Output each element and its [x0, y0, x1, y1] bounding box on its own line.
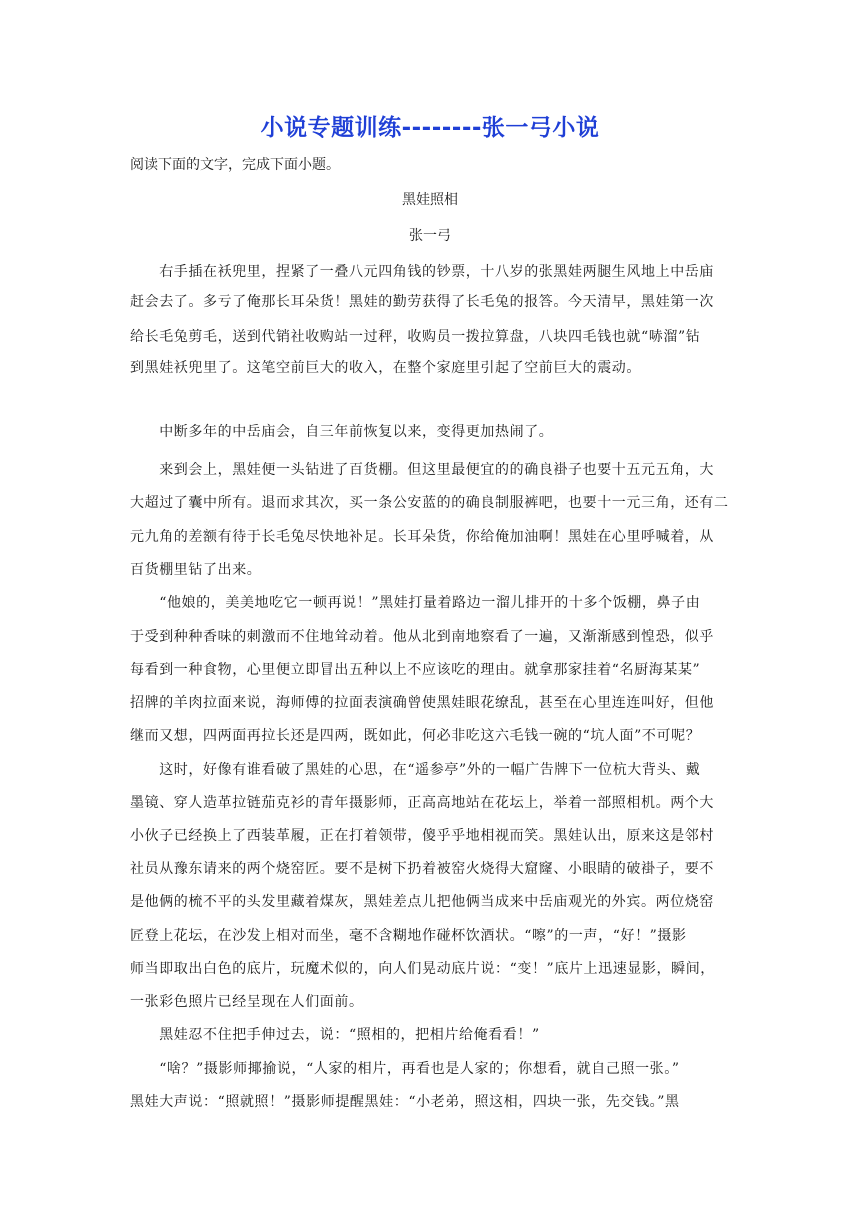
text-line: 匠登上花坛，在沙发上相对而坐，毫不含糊地作碰杯饮酒状。“嚓”的一声，“好！”摄影 — [130, 928, 687, 944]
text-line: 每看到一种食物，心里便立即冒出五种以上不应该吃的理由。就拿那家挂着“名厨海某某” — [130, 662, 701, 678]
text-line: 大超过了囊中所有。退而求其次，买一条公安蓝的的确良制服裤吧，也要十一元三角，还有二 — [130, 495, 729, 511]
text-line: 于受到种种香味的刺激而不住地耸动着。他从北到南地察看了一遍，又渐渐感到惶恐，似乎 — [130, 629, 714, 645]
story-author: 张一弓 — [409, 228, 451, 244]
document-title: 小说专题训练--------张一弓小说 — [260, 115, 600, 141]
text-line: 是他俩的梳不平的头发里藏着煤灰，黑娃差点儿把他俩当成来中岳庙观光的外宾。两位烧窑 — [130, 894, 714, 910]
reading-instruction: 阅读下面的文字，完成下面小题。 — [130, 157, 340, 173]
text-line: 到黑娃袄兜里了。这笔空前巨大的收入，在整个家庭里引起了空前巨大的震动。 — [130, 360, 641, 376]
text-line: “啥？”摄影师揶揄说，“人家的相片，再看也是人家的；你想看，就自己照一张。” — [130, 1061, 680, 1077]
text-line: 招牌的羊肉拉面来说，海师傅的拉面表演确曾使黑娃眼花缭乱，甚至在心里连连叫好，但他 — [130, 695, 714, 711]
text-line: 中断多年的中岳庙会，自三年前恢复以来，变得更加热闹了。 — [130, 424, 554, 440]
text-line: 墨镜、穿人造革拉链茄克衫的青年摄影师，正高高地站在花坛上，举着一部照相机。两个大 — [130, 795, 714, 811]
text-line: 黑娃大声说：“照就照！”摄影师提醒黑娃：“小老弟，照这相，四块一张，先交钱。”黑 — [130, 1094, 680, 1110]
text-line: 师当即取出白色的底片，玩魔术似的，向人们晃动底片说：“变！”底片上迅速显影，瞬间， — [130, 961, 715, 977]
text-line: 元九角的差额有待于长毛兔尽快地补足。长耳朵货，你给俺加油啊！黑娃在心里呼喊着，从 — [130, 529, 714, 545]
story-title: 黑娃照相 — [402, 192, 458, 208]
text-line: 黑娃忍不住把手伸过去，说：“照相的，把相片给俺看看！” — [130, 1027, 540, 1043]
text-line: 赶会去了。多亏了俺那长耳朵货！黑娃的勤劳获得了长毛兔的报答。今天清早，黑娃第一次 — [130, 294, 714, 310]
text-line: 这时，好像有谁看破了黑娃的心思，在“遥参亭”外的一幅广告牌下一位杭大背头、戴 — [130, 762, 701, 778]
text-line: 给长毛兔剪毛，送到代销社收购站一过秤，收购员一拨拉算盘，八块四毛钱也就“哧溜”钻 — [130, 329, 701, 345]
text-line: 一张彩色照片已经呈现在人们面前。 — [130, 994, 364, 1010]
text-line: 百货棚里钻了出来。 — [130, 562, 262, 578]
text-line: 社员从豫东请来的两个烧窑匠。要不是树下扔着被窑火烧得大窟窿、小眼睛的破褂子，要不 — [130, 861, 714, 877]
text-line: 继而又想，四两面再拉长还是四两，既如此，何必非吃这六毛钱一碗的“坑人面”不可呢？ — [130, 728, 701, 744]
text-line: 右手插在袄兜里，捏紧了一叠八元四角钱的钞票，十八岁的张黑娃两腿生风地上中岳庙 — [130, 264, 714, 280]
text-line: “他娘的，美美地吃它一顿再说！”黑娃打量着路边一溜儿排开的十多个饭棚，鼻子由 — [130, 595, 701, 611]
text-line: 小伙子已经换上了西装革履，正在打着领带，傻乎乎地相视而笑。黑娃认出，原来这是邻村 — [130, 828, 714, 844]
text-line: 来到会上，黑娃便一头钻进了百货棚。但这里最便宜的的确良褂子也要十五元五角，大 — [130, 462, 714, 478]
